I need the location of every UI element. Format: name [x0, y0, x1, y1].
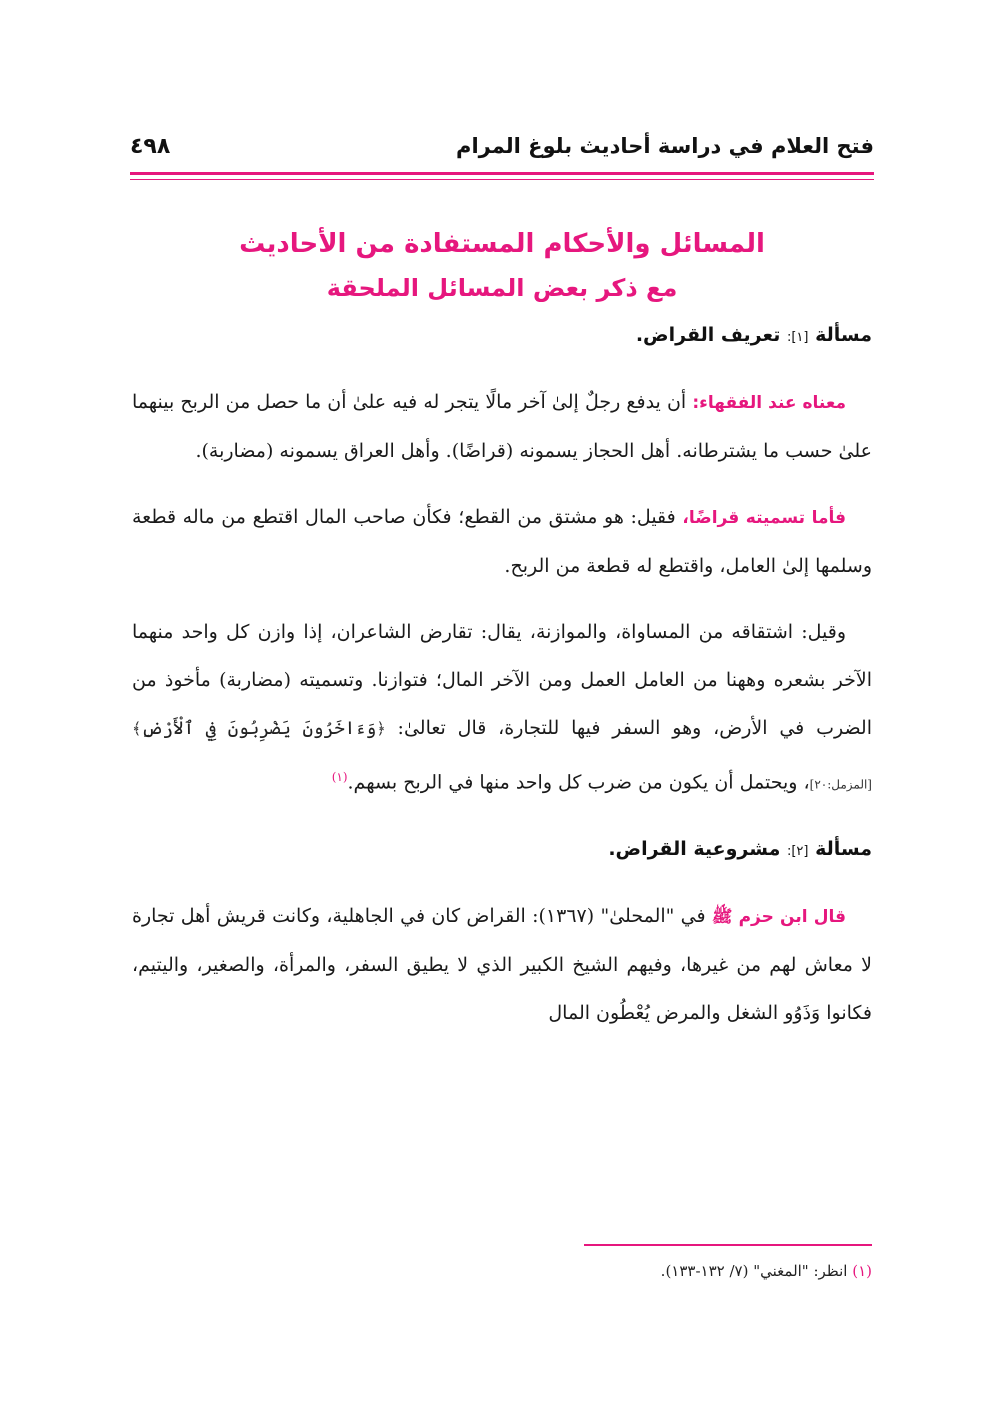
quran-verse: وَءَاخَرُونَ يَضْرِبُونَ فِي ٱلْأَرْضِ	[141, 718, 377, 739]
paragraph-text: أن يدفع رجلٌ إلىٰ آخر مالًا يتجر له فيه علىٰ أن ما حصل من الربح بينهما علىٰ حسب ما يشترطانه. أهل الحجاز يسمونه (قراضًا). وأهل العراق يسمونه (مضاربة).	[132, 391, 872, 462]
question-label: مسألة	[815, 324, 872, 346]
question-label: مسألة	[815, 838, 872, 861]
footnote-rule	[584, 1244, 872, 1246]
paragraph-lead: فأما تسميته قراضًا،	[682, 508, 846, 528]
footnote	[132, 1262, 872, 1280]
paragraph-etymology	[132, 608, 872, 808]
book-title: فتح العلام في دراسة أحاديث بلوغ المرام	[456, 134, 874, 158]
question-number: [١]:	[786, 330, 809, 345]
paragraph-text: وقيل: اشتقاقه من المساواة، والموازنة، يقال: تقارض الشاعران، إذا وازن كل واحد منهما الآخر بشعره وههنا من العامل العمل ومن الآخر المال؛ فتوازنا. وتسميته (مضاربة) مأخوذ من الضرب في الأرض، وهو السفر فيها للتجارة، قال تعالىٰ:	[132, 621, 872, 739]
chapter-heading	[130, 222, 874, 310]
ornate-bracket-open: ﴿	[376, 719, 386, 738]
paragraph-text: فقيل: هو مشتق من القطع؛ فكأن صاحب المال اقتطع من ماله قطعة وسلمها إلىٰ العامل، واقتطع له قطعة من الربح.	[132, 506, 872, 577]
question-title: مشروعية القراض.	[608, 838, 781, 861]
paragraph-ibn-hazm	[132, 892, 872, 1037]
paragraph-lead: قال ابن حزم	[738, 907, 846, 928]
quran-quote	[132, 718, 386, 739]
footnote-text: انظر: "المغني" (٧/ ١٣٢-١٣٣).	[660, 1262, 853, 1280]
verse-citation: [المزمل:٢٠]	[809, 777, 872, 792]
page-number: ٤٩٨	[130, 134, 171, 159]
chapter-heading-line1: المسائل والأحكام المستفادة من الأحاديث	[239, 229, 765, 259]
question-heading-1	[132, 318, 872, 368]
paragraph-naming	[132, 493, 872, 590]
ornate-bracket-close: ﴾	[132, 719, 142, 738]
paragraph-definition	[132, 378, 872, 475]
header-rule-thick	[130, 172, 874, 175]
footnote-reference[interactable]: (١)	[331, 770, 348, 784]
question-heading-2	[132, 832, 872, 882]
paragraph-lead: معناه عند الفقهاء:	[692, 393, 846, 413]
question-number: [٢]:	[786, 844, 809, 860]
chapter-heading-line2: مع ذكر بعض المسائل الملحقة	[326, 274, 678, 302]
header-rule-thin	[130, 179, 874, 180]
footnote-number: (١)	[852, 1262, 872, 1280]
running-header	[130, 130, 874, 170]
paragraph-text: في "المحلىٰ" (١٣٦٧): القراض كان في الجاهلية، وكانت قريش أهل تجارة لا معاش لهم من غيرها، وفيهم الشيخ الكبير الذي لا يطيق السفر، والمرأة، والصغير، واليتيم، فكانوا وَذَوُو الشغل والمرض يُعْطُون المال	[132, 905, 872, 1025]
honorific: ﷺ	[711, 907, 739, 928]
question-title: تعريف القراض.	[635, 324, 781, 346]
page-body	[132, 318, 872, 1037]
paragraph-text: ، ويحتمل أن يكون من ضرب كل واحد منها في الربح بسهم.	[347, 771, 810, 794]
